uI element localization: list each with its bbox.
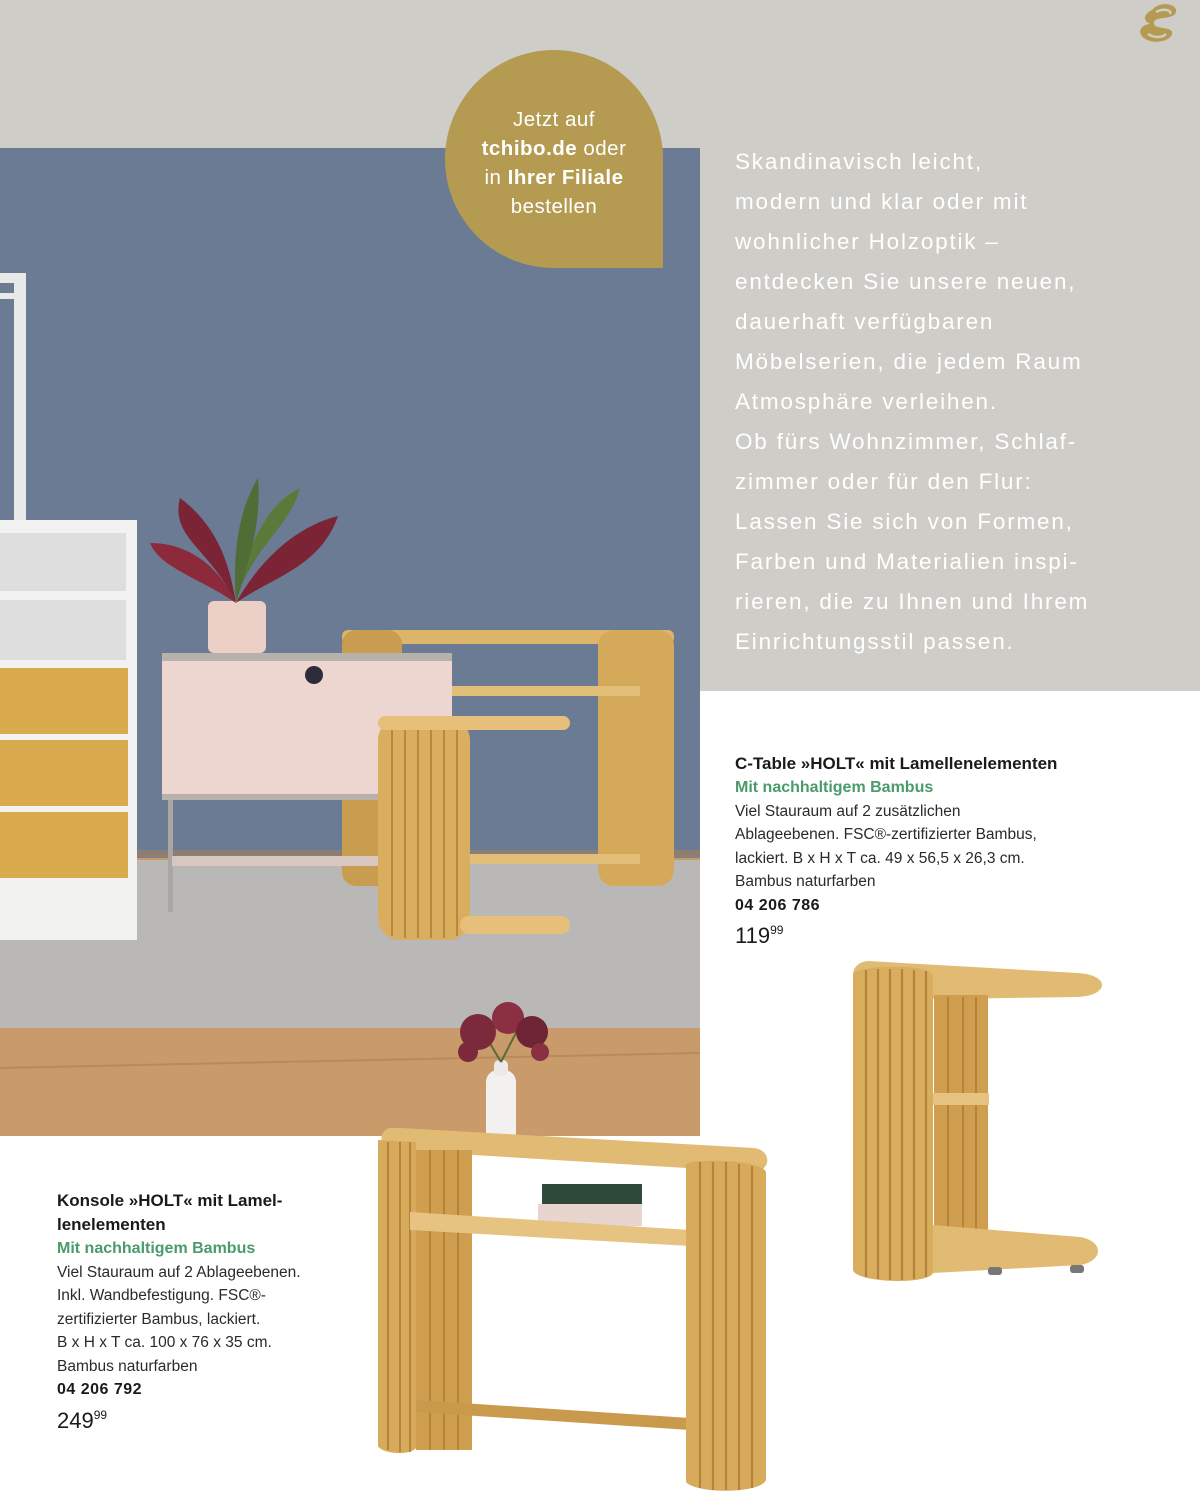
ctable-product-info[interactable] (735, 752, 1175, 948)
ctable-desc-line: lackiert. B x H x T ca. 49 x 56,5 x 26,3 cm. (735, 849, 1025, 867)
konsole-title-line-2[interactable]: lenelementen (57, 1215, 166, 1234)
ctable-desc-line: Viel Stauraum auf 2 zusätzlichen (735, 802, 961, 820)
room-photo (0, 148, 700, 1136)
ctable-article-number: 04 206 786 (735, 896, 821, 914)
intro-line: Atmosphäre verleihen. (735, 389, 998, 414)
badge-line-3: in Ihrer Filiale (484, 166, 624, 189)
konsole-title-line-1[interactable]: Konsole »HOLT« mit Lamel- (57, 1191, 283, 1210)
intro-line: Lassen Sie sich von Formen, (735, 509, 1074, 534)
konsole-product-info[interactable] (57, 1189, 357, 1432)
intro-line: Farben und Materialien inspi- (735, 549, 1079, 574)
konsole-article-number: 04 206 792 (57, 1381, 143, 1398)
intro-line: zimmer oder für den Flur: (735, 469, 1033, 494)
konsole-product-image[interactable] (370, 1000, 775, 1495)
intro-line: wohnlicher Holzoptik – (735, 229, 1000, 254)
badge-line-2: tchibo.de oder (481, 137, 627, 160)
konsole-desc-line: B x H x T ca. 100 x 76 x 35 cm. (57, 1334, 272, 1351)
konsole-desc-line: zertifizierter Bambus, lackiert. (57, 1310, 261, 1328)
tchibo-bean-logo-icon[interactable] (1136, 2, 1184, 44)
intro-line: entdecken Sie unsere neuen, (735, 269, 1077, 294)
intro-text (735, 142, 1175, 662)
konsole-desc-line: Viel Stauraum auf 2 Ablageebenen. (57, 1263, 301, 1281)
intro-line: rieren, die zu Ihnen und Ihrem (735, 589, 1090, 614)
badge-line-1: Jetzt auf (513, 108, 595, 131)
intro-line: Skandinavisch leicht, (735, 149, 983, 174)
intro-line: Einrichtungsstil passen. (735, 629, 1015, 654)
konsole-desc-line: Bambus naturfarben (57, 1357, 198, 1375)
order-online-badge[interactable] (445, 50, 663, 268)
konsole-subtitle: Mit nachhaltigem Bambus (57, 1240, 256, 1257)
badge-website[interactable]: tchibo.de (481, 137, 578, 160)
konsole-desc-line: Inkl. Wandbefestigung. FSC®- (57, 1287, 266, 1304)
badge-line-4: bestellen (510, 195, 598, 218)
ctable-title[interactable]: C-Table »HOLT« mit Lamellenelementen (735, 754, 1058, 773)
intro-line: modern und klar oder mit (735, 189, 1029, 214)
ctable-desc-line: Ablageebenen. FSC®-zertifizierter Bambus, (735, 826, 1037, 843)
badge-store: Ihrer Filiale (507, 166, 624, 189)
intro-line: dauerhaft verfügbaren (735, 309, 995, 334)
konsole-price: $249^{99}$ (57, 1407, 108, 1433)
intro-line: Ob fürs Wohnzimmer, Schlaf- (735, 429, 1078, 454)
ctable-price: $119^{99}$ (735, 923, 784, 948)
ctable-desc-line: Bambus naturfarben (735, 873, 876, 890)
intro-line: Möbelserien, die jedem Raum (735, 349, 1083, 374)
ctable-product-image[interactable] (848, 955, 1110, 1290)
ctable-subtitle: Mit nachhaltigem Bambus (735, 779, 934, 796)
